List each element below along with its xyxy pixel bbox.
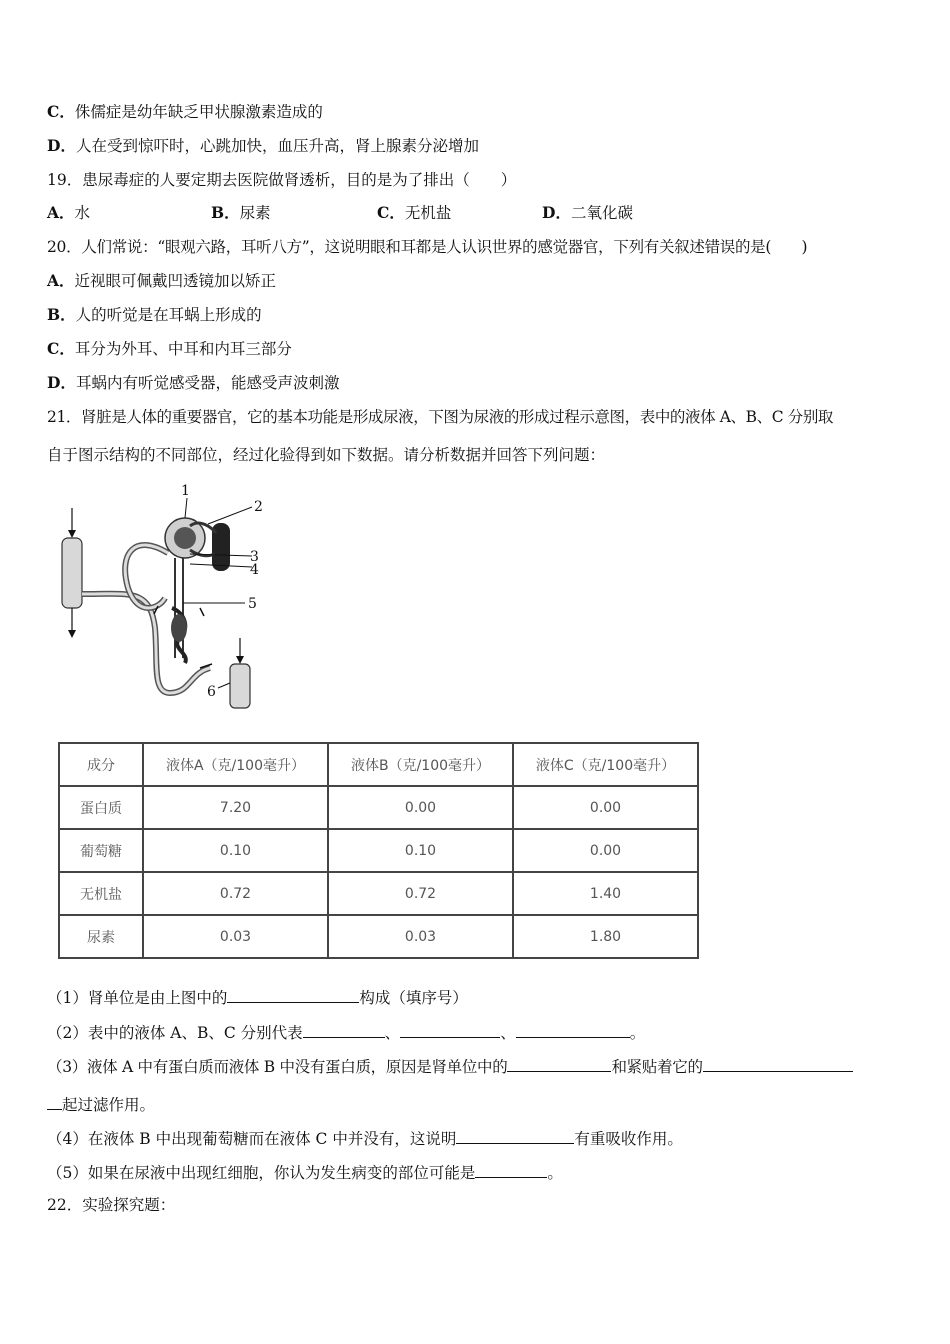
- option-letter: C．: [377, 203, 405, 222]
- table-header-row: [59, 743, 698, 786]
- answer-blank-3b[interactable]: [703, 1055, 853, 1072]
- table-row: [59, 915, 698, 958]
- q20-option-b: [47, 305, 262, 325]
- q20-option-c: [47, 339, 292, 359]
- table-cell: 葡萄糖: [59, 829, 143, 872]
- arrow-head: [68, 630, 76, 638]
- diagram-label-1: 1: [181, 483, 190, 499]
- table-header: 液体A（克/100毫升）: [143, 743, 328, 786]
- table-header: 液体B（克/100毫升）: [328, 743, 513, 786]
- arrow-head: [236, 656, 244, 664]
- sub1-text-a: （1）肾单位是由上图中的: [47, 989, 228, 1007]
- table-cell: 0.10: [143, 829, 328, 872]
- answer-blank-2a[interactable]: [303, 1021, 385, 1038]
- option-letter: C．: [47, 102, 75, 121]
- nephron-diagram: [40, 478, 280, 713]
- q18-option-c: [47, 102, 323, 122]
- answer-blank-1[interactable]: [227, 986, 359, 1003]
- q19-option-b: [211, 203, 271, 223]
- q19-option-a: [47, 203, 90, 223]
- option-letter: D．: [47, 136, 76, 155]
- q20-option-a: [47, 271, 276, 291]
- option-text: 尿素: [239, 204, 271, 222]
- leader-line: [208, 507, 252, 524]
- diagram-label-4: 4: [250, 562, 259, 578]
- fluid-composition-table: [58, 742, 699, 959]
- table-row: [59, 786, 698, 829]
- q21-stem-line2: 自于图示结构的不同部位，经过化验得到如下数据。请分析数据并回答下列问题：: [47, 446, 606, 464]
- sub2-end: 。: [629, 1024, 646, 1042]
- option-text: 人在受到惊吓时，心跳加快，血压升高，肾上腺素分泌增加: [75, 137, 479, 155]
- q21-sub5: [47, 1161, 563, 1183]
- answer-blank-3b-cont[interactable]: [47, 1093, 62, 1110]
- collecting-duct: [230, 664, 250, 708]
- leader-line: [218, 683, 230, 688]
- diagram-label-5: 5: [248, 596, 257, 612]
- sub2-sep2: 、: [500, 1024, 516, 1042]
- option-text: 耳蜗内有听觉感受器，能感受声波刺激: [75, 374, 340, 392]
- diagram-label-3: 3: [250, 549, 259, 565]
- option-letter: A．: [47, 203, 75, 222]
- option-text: 耳分为外耳、中耳和内耳三部分: [74, 340, 292, 358]
- q18-option-d: [47, 136, 479, 156]
- answer-blank-2b[interactable]: [400, 1021, 500, 1038]
- sub4-text-b: 有重吸收作用。: [574, 1130, 683, 1148]
- diagram-label-2: 2: [254, 499, 263, 515]
- q21-sub3-line2: [47, 1093, 155, 1115]
- table-cell: 0.00: [513, 829, 698, 872]
- sub3-text-c: 起过滤作用。: [62, 1096, 156, 1114]
- option-text: 侏儒症是幼年缺乏甲状腺激素造成的: [74, 103, 323, 121]
- answer-blank-2c[interactable]: [516, 1021, 630, 1038]
- table-cell: 尿素: [59, 915, 143, 958]
- table-cell: 1.80: [513, 915, 698, 958]
- tubule-capillaries: [171, 614, 187, 642]
- sub4-text-a: （4）在液体 B 中出现葡萄糖而在液体 C 中并没有，这说明: [47, 1130, 457, 1148]
- arrow-head: [68, 530, 76, 538]
- q21-sub3-line1: [47, 1055, 853, 1077]
- table-cell: 0.03: [328, 915, 513, 958]
- sub2-sep1: 、: [384, 1024, 401, 1042]
- table-cell: 1.40: [513, 872, 698, 915]
- table-row: [59, 829, 698, 872]
- option-text: 二氧化碳: [570, 204, 633, 222]
- q21-sub2: [47, 1021, 645, 1043]
- q20-stem: 20．人们常说：“眼观六路，耳听八方”，这说明眼和耳都是人认识世界的感觉器官，下列有关叙述错误的是( ): [47, 238, 808, 256]
- option-letter: C．: [47, 339, 75, 358]
- sub2-text-a: （2）表中的液体 A、B、C 分别代表: [47, 1024, 303, 1042]
- option-letter: D．: [542, 203, 571, 222]
- q19-option-d: [542, 203, 633, 223]
- sub1-text-b: 构成（填序号）: [359, 989, 468, 1007]
- table-cell: 7.20: [143, 786, 328, 829]
- q21-sub4: [47, 1127, 683, 1149]
- table-cell: 0.72: [143, 872, 328, 915]
- answer-blank-5[interactable]: [475, 1161, 547, 1178]
- option-text: 水: [74, 204, 91, 222]
- leader-line: [185, 498, 187, 518]
- sub5-text-b: 。: [547, 1164, 563, 1182]
- q19-option-c: [377, 203, 451, 223]
- sub3-text-a: （3）液体 A 中有蛋白质而液体 B 中没有蛋白质，原因是肾单位中的: [47, 1058, 508, 1076]
- sub5-text-a: （5）如果在尿液中出现红细胞，你认为发生病变的部位可能是: [47, 1164, 476, 1182]
- table-cell: 蛋白质: [59, 786, 143, 829]
- option-letter: A．: [47, 271, 75, 290]
- option-letter: D．: [47, 373, 76, 392]
- answer-blank-3a[interactable]: [507, 1055, 611, 1072]
- table-cell: 无机盐: [59, 872, 143, 915]
- q20-option-d: [47, 373, 339, 393]
- sub3-text-b: 和紧贴着它的: [611, 1058, 703, 1076]
- table-cell: 0.10: [328, 829, 513, 872]
- table-cell: 0.00: [328, 786, 513, 829]
- table-header: 液体C（克/100毫升）: [513, 743, 698, 786]
- table-header: 成分: [59, 743, 143, 786]
- table-row: [59, 872, 698, 915]
- option-letter: B．: [211, 203, 240, 222]
- option-text: 人的听觉是在耳蜗上形成的: [75, 306, 262, 324]
- table-cell: 0.03: [143, 915, 328, 958]
- q21-stem-line1: 21．肾脏是人体的重要器官，它的基本功能是形成尿液，下图为尿液的形成过程示意图，表中的液体 A、B、C 分别取: [47, 408, 834, 426]
- q21-sub1: [47, 986, 468, 1008]
- q19-stem: 19．患尿毒症的人要定期去医院做肾透析，目的是为了排出（ ）: [47, 171, 517, 189]
- table-cell: 0.00: [513, 786, 698, 829]
- glomerulus: [174, 527, 196, 549]
- collecting-tube: [62, 538, 82, 608]
- diagram-label-6: 6: [207, 684, 216, 700]
- option-text: 无机盐: [404, 204, 452, 222]
- option-text: 近视眼可佩戴凹透镜加以矫正: [74, 272, 277, 290]
- arrow-small: [200, 608, 204, 616]
- table-cell: 0.72: [328, 872, 513, 915]
- option-letter: B．: [47, 305, 76, 324]
- q22-stem: 22．实验探究题：: [47, 1196, 176, 1214]
- answer-blank-4[interactable]: [456, 1127, 574, 1144]
